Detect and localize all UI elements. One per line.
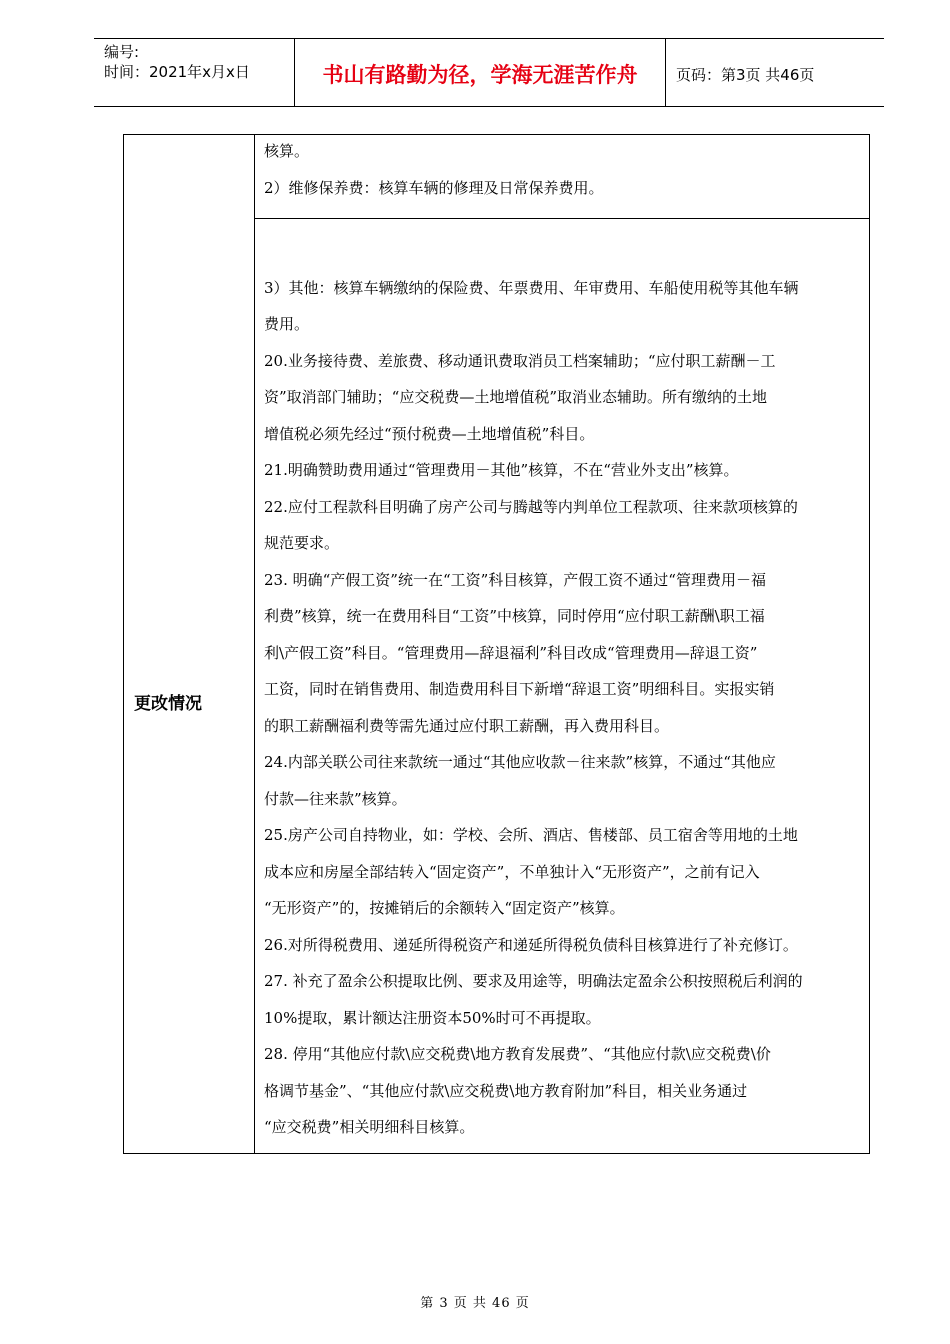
row-divider — [254, 218, 869, 219]
content-line: “无形资产”的，按摊销后的余额转入“固定资产”核算。 — [264, 899, 625, 917]
doc-code-label: 编号: — [104, 43, 140, 61]
content-line: “应交税费”相关明细科目核算。 — [264, 1118, 475, 1136]
content-line: 规范要求。 — [264, 534, 340, 552]
row-label: 更改情况 — [134, 694, 202, 714]
content-line: 28. 停用“其他应付款\应交税费\地方教育发展费”、“其他应付款\应交税费\价 — [264, 1045, 771, 1063]
content-line: 3）其他：核算车辆缴纳的保险费、年票费用、年审费用、车船使用税等其他车辆 — [264, 278, 799, 297]
content-line — [264, 233, 859, 270]
content-line: 利\产假工资”科目。“管理费用—辞退福利”科目改成“管理费用—辞退工资” — [264, 643, 758, 662]
page-footer: 第 3 页 共 46 页 — [420, 1296, 530, 1311]
page-header — [94, 38, 884, 107]
content-line: 23. 明确“产假工资”统一在“工资”科目核算，产假工资不通过“管理费用－福 — [264, 570, 766, 589]
content-line: 费用。 — [264, 315, 310, 333]
doc-time-label: 时间：2021年x月x日 — [104, 63, 250, 81]
content-top-block — [264, 133, 859, 206]
content-line: 10%提取，累计额达注册资本50%时可不再提取。 — [264, 1008, 601, 1027]
content-line: 工资，同时在销售费用、制造费用科目下新增“辞退工资”明细科目。实报实销 — [264, 680, 775, 698]
content-line: 24.内部关联公司往来款统一通过“其他应收款－往来款”核算，不通过“其他应 — [264, 753, 776, 771]
content-body-block — [264, 233, 859, 1146]
content-line: 的职工薪酬福利费等需先通过应付职工薪酬，再入费用科目。 — [264, 716, 670, 735]
content-line: 26.对所得税费用、递延所得税资产和递延所得税负债科目核算进行了补充修订。 — [264, 935, 798, 954]
header-motto-cell — [295, 39, 666, 106]
header-page-cell — [666, 39, 884, 106]
content-line: 资”取消部门辅助；“应交税费—土地增值税”取消业态辅助。所有缴纳的土地 — [264, 388, 768, 406]
content-line: 20.业务接待费、差旅费、移动通讯费取消员工档案辅助；“应付职工薪酬－工 — [264, 351, 776, 370]
content-line: 22.应付工程款科目明确了房产公司与腾越等内判单位工程款项、往来款项核算的 — [264, 497, 798, 516]
content-line: 核算。 — [264, 142, 310, 160]
change-table — [123, 134, 870, 1154]
content-line: 格调节基金”、“其他应付款\应交税费\地方教育附加”科目，相关业务通过 — [264, 1081, 748, 1100]
content-line: 25.房产公司自持物业，如：学校、会所、酒店、售楼部、员工宿舍等用地的土地 — [264, 826, 798, 844]
content-line: 成本应和房屋全部结转入“固定资产”，不单独计入“无形资产”，之前有记入 — [264, 862, 760, 881]
content-line: 增值税必须先经过“预付税费—土地增值税”科目。 — [264, 424, 595, 443]
header-left-cell — [94, 39, 295, 106]
content-line: 21.明确赞助费用通过“管理费用－其他”核算，不在“营业外支出”核算。 — [264, 461, 739, 479]
content-line: 2）维修保养费：核算车辆的修理及日常保养费用。 — [264, 178, 604, 197]
content-line: 利费”核算，统一在费用科目“工资”中核算，同时停用“应付职工薪酬\职工福 — [264, 607, 765, 625]
header-motto: 书山有路勤为径，学海无涯苦作舟 — [322, 62, 638, 87]
row-label-cell — [124, 135, 255, 1153]
content-line: 27. 补充了盈余公积提取比例、要求及用途等，明确法定盈余公积按照税后利润的 — [264, 972, 803, 990]
header-page-info: 页码：第3页 共46页 — [676, 66, 815, 84]
content-line: 付款—往来款”核算。 — [264, 789, 407, 808]
